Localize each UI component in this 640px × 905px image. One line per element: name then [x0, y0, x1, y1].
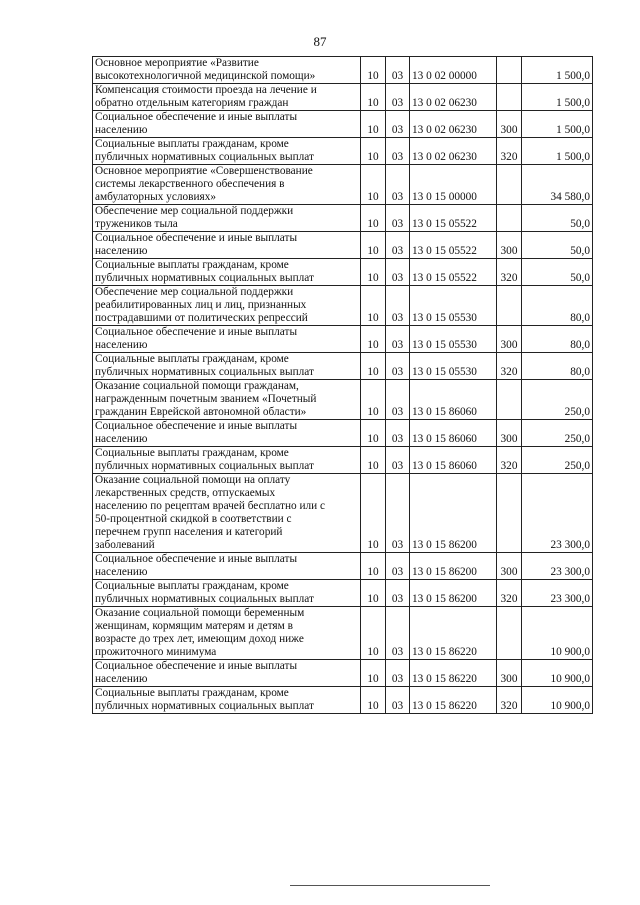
row-subsection-cell: 03 [386, 326, 410, 353]
row-subsection-cell: 03 [386, 286, 410, 326]
row-target-code-cell: 13 0 02 00000 [410, 57, 497, 84]
table-row [93, 232, 593, 259]
row-name-cell: Социальное обеспечение и иные выплаты населению [93, 111, 361, 138]
row-section-cell: 10 [361, 687, 386, 714]
row-target-code-cell: 13 0 15 86060 [410, 420, 497, 447]
row-expense-type-cell: 320 [497, 580, 522, 607]
table-row [93, 660, 593, 687]
budget-table [92, 56, 593, 714]
row-target-code-cell: 13 0 15 86200 [410, 474, 497, 553]
row-amount-cell: 23 300,0 [522, 580, 593, 607]
row-section-cell: 10 [361, 259, 386, 286]
row-amount-cell: 10 900,0 [522, 660, 593, 687]
row-section-cell: 10 [361, 553, 386, 580]
row-amount-cell: 80,0 [522, 286, 593, 326]
row-name-cell: Компенсация стоимости проезда на лечение и обратно отдельным категориям граждан [93, 84, 361, 111]
row-section-cell: 10 [361, 474, 386, 553]
row-target-code-cell: 13 0 15 05522 [410, 205, 497, 232]
table-row [93, 380, 593, 420]
row-section-cell: 10 [361, 205, 386, 232]
table-row [93, 607, 593, 660]
row-expense-type-cell: 300 [497, 111, 522, 138]
row-name-cell: Основное мероприятие «Совершенствование системы лекарственного обеспечения в амбулаторных условиях» [93, 165, 361, 205]
row-expense-type-cell: 320 [497, 259, 522, 286]
table-row [93, 353, 593, 380]
row-expense-type-cell [497, 57, 522, 84]
row-target-code-cell: 13 0 15 05522 [410, 232, 497, 259]
row-subsection-cell: 03 [386, 580, 410, 607]
table-row [93, 580, 593, 607]
table-row [93, 84, 593, 111]
row-expense-type-cell [497, 607, 522, 660]
row-name-cell: Оказание социальной помощи на оплату лекарственных средств, отпускаемых населению по рецептам врачей бесплатно или с 50-процентной скидкой в соответствии с перечнем групп населения и категорий заболеваний [93, 474, 361, 553]
row-name-cell: Обеспечение мер социальной поддержки реабилитированных лиц и лиц, признанных пострадавшими от политических репрессий [93, 286, 361, 326]
row-target-code-cell: 13 0 15 86200 [410, 580, 497, 607]
row-amount-cell: 1 500,0 [522, 138, 593, 165]
table-row [93, 138, 593, 165]
row-section-cell: 10 [361, 232, 386, 259]
row-target-code-cell: 13 0 02 06230 [410, 138, 497, 165]
row-subsection-cell: 03 [386, 111, 410, 138]
row-subsection-cell: 03 [386, 474, 410, 553]
row-expense-type-cell: 320 [497, 353, 522, 380]
row-subsection-cell: 03 [386, 447, 410, 474]
row-expense-type-cell [497, 84, 522, 111]
row-amount-cell: 250,0 [522, 447, 593, 474]
row-section-cell: 10 [361, 165, 386, 205]
row-expense-type-cell: 320 [497, 687, 522, 714]
row-section-cell: 10 [361, 84, 386, 111]
table-row [93, 286, 593, 326]
row-target-code-cell: 13 0 15 86200 [410, 553, 497, 580]
row-expense-type-cell: 320 [497, 138, 522, 165]
row-amount-cell: 250,0 [522, 420, 593, 447]
row-subsection-cell: 03 [386, 232, 410, 259]
row-amount-cell: 34 580,0 [522, 165, 593, 205]
table-row [93, 474, 593, 553]
row-amount-cell: 1 500,0 [522, 84, 593, 111]
row-target-code-cell: 13 0 15 86060 [410, 447, 497, 474]
row-subsection-cell: 03 [386, 259, 410, 286]
row-expense-type-cell [497, 380, 522, 420]
bottom-divider [290, 885, 490, 886]
row-amount-cell: 50,0 [522, 232, 593, 259]
row-name-cell: Социальное обеспечение и иные выплаты населению [93, 420, 361, 447]
row-subsection-cell: 03 [386, 57, 410, 84]
row-amount-cell: 23 300,0 [522, 553, 593, 580]
row-target-code-cell: 13 0 15 86060 [410, 380, 497, 420]
table-row [93, 447, 593, 474]
row-expense-type-cell [497, 474, 522, 553]
row-section-cell: 10 [361, 111, 386, 138]
row-name-cell: Социальные выплаты гражданам, кроме публичных нормативных социальных выплат [93, 687, 361, 714]
row-section-cell: 10 [361, 447, 386, 474]
table-row [93, 57, 593, 84]
row-name-cell: Социальное обеспечение и иные выплаты населению [93, 326, 361, 353]
row-name-cell: Оказание социальной помощи гражданам, награжденным почетным званием «Почетный гражданин Еврейской автономной области» [93, 380, 361, 420]
table-row [93, 687, 593, 714]
row-subsection-cell: 03 [386, 380, 410, 420]
row-target-code-cell: 13 0 15 86220 [410, 607, 497, 660]
page-number: 87 [313, 34, 327, 49]
row-name-cell: Оказание социальной помощи беременным женщинам, кормящим матерям и детям в возрасте до трех лет, имеющим доход ниже прожиточного минимума [93, 607, 361, 660]
row-target-code-cell: 13 0 15 05530 [410, 326, 497, 353]
table-row [93, 259, 593, 286]
row-target-code-cell: 13 0 15 86220 [410, 660, 497, 687]
row-amount-cell: 10 900,0 [522, 687, 593, 714]
budget-table-body [93, 57, 593, 714]
row-target-code-cell: 13 0 15 00000 [410, 165, 497, 205]
row-subsection-cell: 03 [386, 205, 410, 232]
row-name-cell: Социальные выплаты гражданам, кроме публичных нормативных социальных выплат [93, 353, 361, 380]
row-target-code-cell: 13 0 15 05530 [410, 353, 497, 380]
row-expense-type-cell [497, 165, 522, 205]
row-amount-cell: 1 500,0 [522, 57, 593, 84]
row-subsection-cell: 03 [386, 165, 410, 205]
row-expense-type-cell: 320 [497, 447, 522, 474]
row-name-cell: Социальное обеспечение и иные выплаты населению [93, 660, 361, 687]
row-subsection-cell: 03 [386, 660, 410, 687]
row-section-cell: 10 [361, 326, 386, 353]
row-amount-cell: 50,0 [522, 259, 593, 286]
row-subsection-cell: 03 [386, 420, 410, 447]
row-name-cell: Социальное обеспечение и иные выплаты населению [93, 553, 361, 580]
table-row [93, 420, 593, 447]
row-section-cell: 10 [361, 580, 386, 607]
row-name-cell: Социальные выплаты гражданам, кроме публичных нормативных социальных выплат [93, 259, 361, 286]
row-subsection-cell: 03 [386, 687, 410, 714]
row-target-code-cell: 13 0 15 05530 [410, 286, 497, 326]
row-expense-type-cell: 300 [497, 420, 522, 447]
row-amount-cell: 80,0 [522, 326, 593, 353]
row-amount-cell: 23 300,0 [522, 474, 593, 553]
row-expense-type-cell [497, 286, 522, 326]
row-name-cell: Обеспечение мер социальной поддержки тружеников тыла [93, 205, 361, 232]
row-expense-type-cell: 300 [497, 232, 522, 259]
row-name-cell: Социальные выплаты гражданам, кроме публичных нормативных социальных выплат [93, 447, 361, 474]
table-row [93, 205, 593, 232]
row-section-cell: 10 [361, 420, 386, 447]
row-expense-type-cell: 300 [497, 553, 522, 580]
row-target-code-cell: 13 0 15 05522 [410, 259, 497, 286]
row-target-code-cell: 13 0 02 06230 [410, 84, 497, 111]
row-amount-cell: 80,0 [522, 353, 593, 380]
row-section-cell: 10 [361, 607, 386, 660]
row-subsection-cell: 03 [386, 553, 410, 580]
row-amount-cell: 1 500,0 [522, 111, 593, 138]
row-target-code-cell: 13 0 15 86220 [410, 687, 497, 714]
row-section-cell: 10 [361, 380, 386, 420]
table-row [93, 553, 593, 580]
row-name-cell: Основное мероприятие «Развитие высокотехнологичной медицинской помощи» [93, 57, 361, 84]
row-subsection-cell: 03 [386, 353, 410, 380]
row-section-cell: 10 [361, 57, 386, 84]
row-expense-type-cell [497, 205, 522, 232]
row-section-cell: 10 [361, 286, 386, 326]
row-name-cell: Социальные выплаты гражданам, кроме публичных нормативных социальных выплат [93, 580, 361, 607]
row-target-code-cell: 13 0 02 06230 [410, 111, 497, 138]
row-section-cell: 10 [361, 138, 386, 165]
row-subsection-cell: 03 [386, 607, 410, 660]
row-subsection-cell: 03 [386, 138, 410, 165]
table-row [93, 111, 593, 138]
row-subsection-cell: 03 [386, 84, 410, 111]
table-row [93, 326, 593, 353]
table-row [93, 165, 593, 205]
row-name-cell: Социальные выплаты гражданам, кроме публичных нормативных социальных выплат [93, 138, 361, 165]
row-expense-type-cell: 300 [497, 326, 522, 353]
row-amount-cell: 10 900,0 [522, 607, 593, 660]
row-section-cell: 10 [361, 353, 386, 380]
row-name-cell: Социальное обеспечение и иные выплаты населению [93, 232, 361, 259]
row-section-cell: 10 [361, 660, 386, 687]
row-expense-type-cell: 300 [497, 660, 522, 687]
row-amount-cell: 250,0 [522, 380, 593, 420]
row-amount-cell: 50,0 [522, 205, 593, 232]
